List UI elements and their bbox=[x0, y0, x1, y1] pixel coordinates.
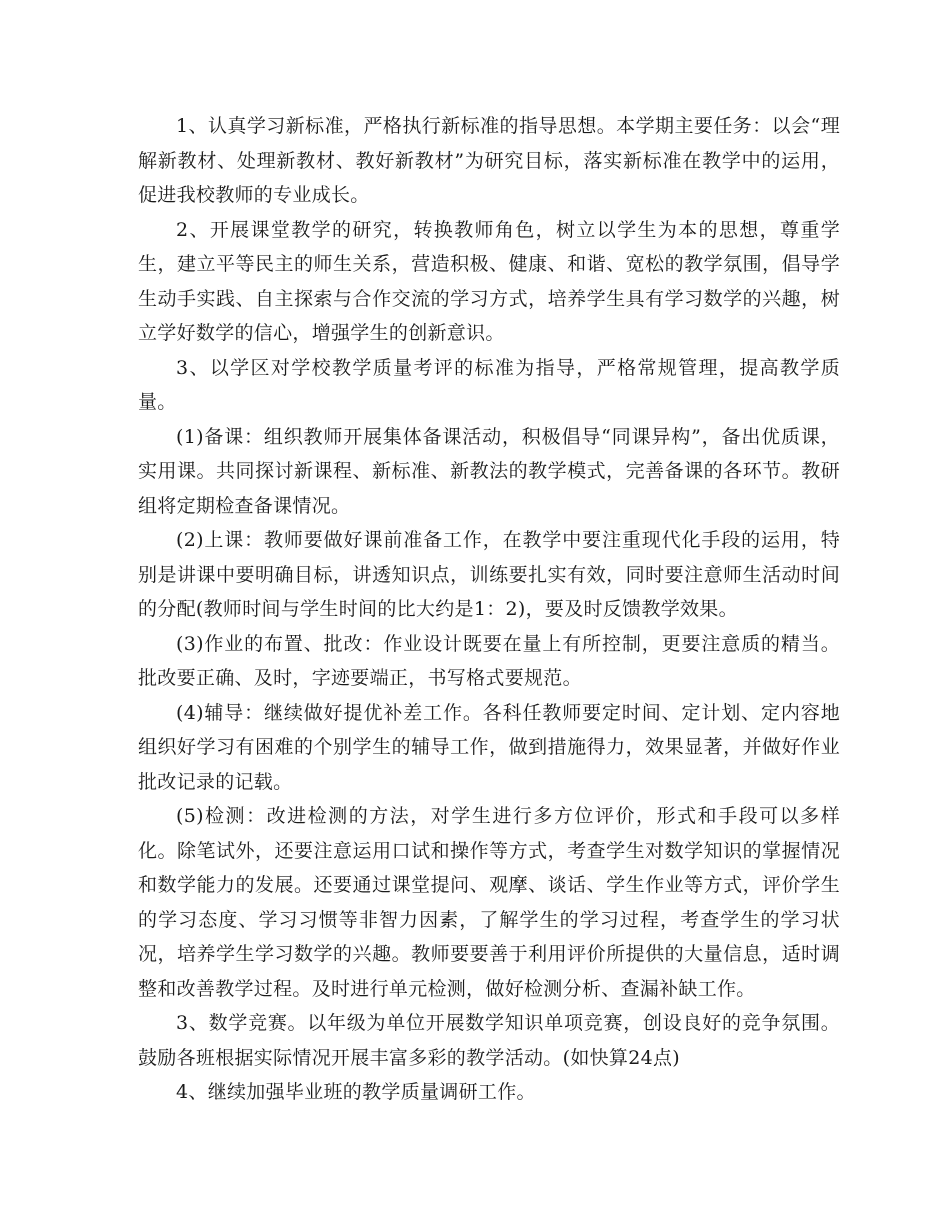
paragraph-tutoring: (4)辅导：继续做好提优补差工作。各科任教师要定时间、定计划、定内容地组织好学习有困难的个别学生的辅导工作，做到措施得力，效果显著，并做好作业批改记录的记载。 bbox=[138, 701, 840, 793]
paragraph-study-new-standards: 1、认真学习新标准，严格执行新标准的指导思想。本学期主要任务：以会“理解新教材、处理新教材、教好新教材”为研究目标，落实新标准在教学中的运用，促进我校教师的专业成长。 bbox=[138, 115, 840, 206]
paragraph-graduating-class: 4、继续加强毕业班的教学质量调研工作。 bbox=[176, 1081, 536, 1103]
paragraph-assessment: (5)检测：改进检测的方法，对学生进行多方位评价，形式和手段可以多样化。除笔试外，还要注意运用口试和操作等方式，考查学生对数学知识的掌握情况和数学能力的发展。还要通过课堂提问、观摩、谈话、学生作业等方式，评价学生的学习态度、学习习惯等非智力因素，了解学生的学习过程，考查学生的学习状况，培养学生学习数学的兴趣。教师要要善于利用评价所提供的大量信息，适时调整和改善教学过程。及时进行单元检测，做好检测分析、查漏补缺工作。 bbox=[138, 805, 840, 1000]
paragraph-lesson-preparation: (1)备课：组织教师开展集体备课活动，积极倡导“同课异构”，备出优质课，实用课。共同探讨新课程、新标准、新教法的教学模式，完善备课的各环节。教研组将定期检查备课情况。 bbox=[138, 425, 840, 517]
paragraph-homework: (3)作业的布置、批改：作业设计既要在量上有所控制，更要注意质的精当。批改要正确、及时，字迹要端正，书写格式要规范。 bbox=[138, 632, 840, 689]
paragraph-quality-management: 3、以学区对学校教学质量考评的标准为指导，严格常规管理，提高教学质量。 bbox=[138, 356, 840, 413]
paragraph-classroom-research: 2、开展课堂教学的研究，转换教师角色，树立以学生为本的思想，尊重学生，建立平等民主的师生关系，营造积极、健康、和谐、宽松的教学氛围，倡导学生动手实践、自主探索与合作交流的学习方式，培养学生具有学习数学的兴趣，树立学好数学的信心，增强学生的创新意识。 bbox=[138, 218, 840, 344]
paragraph-teaching: (2)上课：教师要做好课前准备工作，在教学中要注重现代化手段的运用，特别是讲课中要明确目标，讲透知识点，训练要扎实有效，同时要注意师生活动时间的分配(教师时间与学生时间的比大约是1：2)，要及时反馈教学效果。 bbox=[138, 529, 840, 620]
paragraph-math-competition: 3、数学竞赛。以年级为单位开展数学知识单项竞赛，创设良好的竞争氛围。鼓励各班根据实际情况开展丰富多彩的教学活动。(如快算24点) bbox=[138, 1012, 840, 1069]
